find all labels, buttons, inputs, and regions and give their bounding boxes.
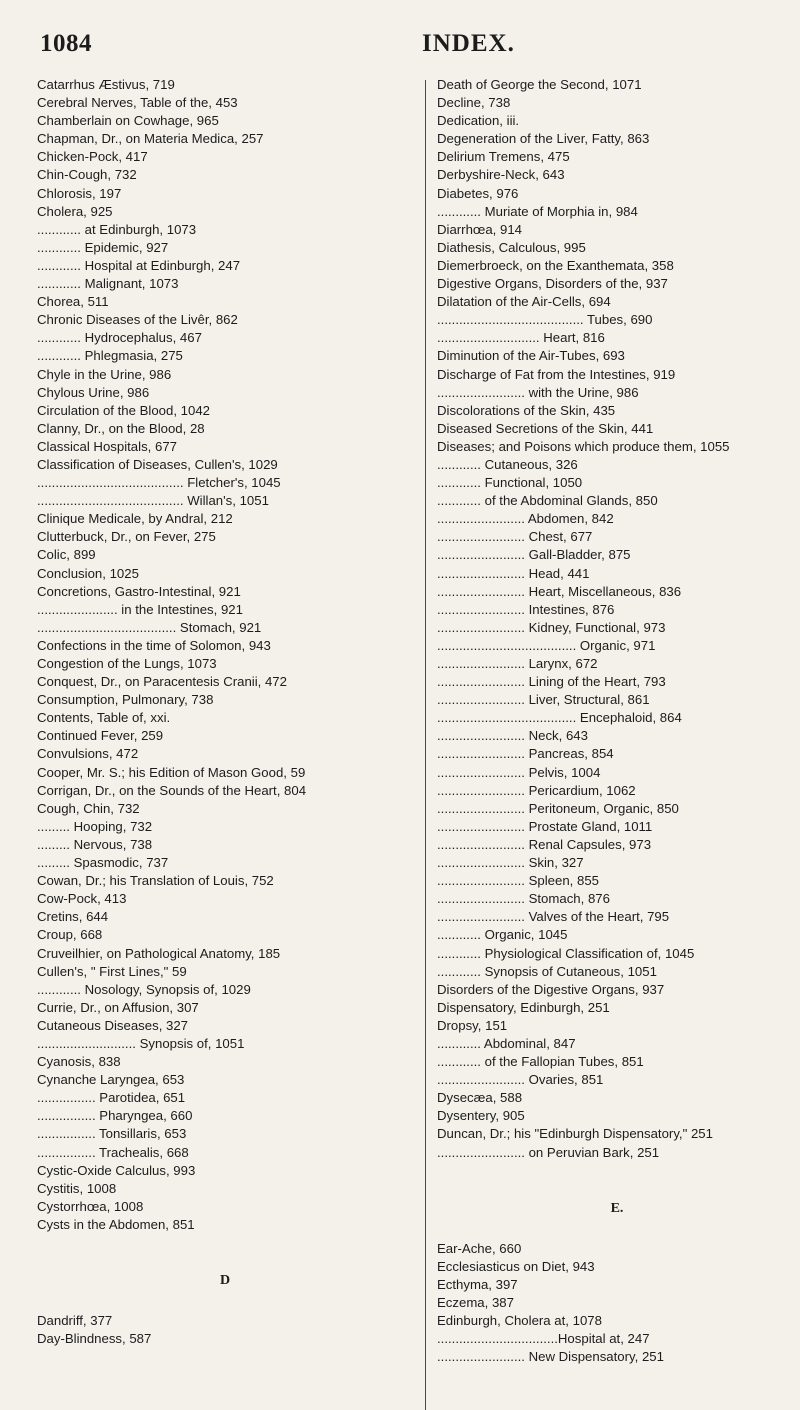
index-entry: Dysecæa, 588 [437, 1090, 523, 1106]
index-entry: ........................ Spleen, 855 [437, 873, 599, 889]
index-entry: ............ of the Fallopian Tubes, 851 [437, 1054, 644, 1070]
index-entry: Chlorosis, 197 [37, 185, 122, 201]
index-entry: ........................................ Fletcher's, 1045 [37, 475, 281, 491]
index-entry: ........................ Kidney, Functional, 973 [437, 619, 666, 635]
index-entry: Cooper, Mr. S.; his Edition of Mason Good, 59 [37, 764, 306, 780]
index-column-left [37, 76, 413, 1348]
index-entry: Ecthyma, 397 [437, 1276, 518, 1292]
section-letter-d: D [219, 1273, 231, 1288]
index-entry: ........................ Head, 441 [437, 565, 590, 581]
index-entry: Cynanche Laryngea, 653 [37, 1072, 185, 1088]
index-entry: ............ Synopsis of Cutaneous, 1051 [437, 963, 657, 979]
index-entry: ............ Epidemic, 927 [37, 239, 169, 255]
index-entry: Delirium Tremens, 475 [437, 149, 570, 165]
index-entry: Digestive Organs, Disorders of the, 937 [437, 276, 668, 292]
index-entry: ............ Functional, 1050 [437, 475, 583, 491]
index-entry: Continued Fever, 259 [37, 728, 164, 744]
index-entry: ......... Hooping, 732 [37, 818, 153, 834]
index-entry: Ecclesiasticus on Diet, 943 [437, 1258, 595, 1274]
index-entry: ............ Nosology, Synopsis of, 1029 [37, 981, 251, 997]
index-entry: Chapman, Dr., on Materia Medica, 257 [37, 131, 264, 147]
index-entry: Eczema, 387 [437, 1295, 514, 1310]
index-entry: Chicken-Pock, 417 [37, 149, 148, 165]
index-entry: Clanny, Dr., on the Blood, 28 [37, 420, 205, 436]
index-entry: Conclusion, 1025 [37, 565, 139, 581]
index-entry: ........................ Gall-Bladder, 875 [437, 547, 631, 563]
index-entry: ........................ Ovaries, 851 [437, 1072, 604, 1088]
index-entries-left-d [37, 1312, 413, 1348]
index-entry: Degeneration of the Liver, Fatty, 863 [437, 131, 650, 147]
index-entry: ............ of the Abdominal Glands, 850 [437, 493, 658, 509]
index-entry: Day-Blindness, 587 [37, 1331, 152, 1347]
index-entry: ........................ Pericardium, 1062 [437, 782, 636, 798]
index-entry: Chin-Cough, 732 [37, 167, 137, 183]
index-entry: Cough, Chin, 732 [37, 800, 140, 816]
index-entry: ........................ Larynx, 672 [437, 656, 598, 671]
index-entry: Chronic Diseases of the Livêr, 862 [37, 312, 238, 328]
index-entry: Duncan, Dr.; his "Edinburgh Dispensatory," 251 [437, 1126, 713, 1142]
index-entry: Derbyshire-Neck, 643 [437, 167, 565, 183]
index-entry: Discharge of Fat from the Intestines, 919 [437, 366, 676, 382]
index-entry: Cysts in the Abdomen, 851 [37, 1216, 195, 1232]
index-entry: Classification of Diseases, Cullen's, 1029 [37, 456, 278, 472]
index-entry: Diemerbroeck, on the Exanthemata, 358 [437, 257, 674, 273]
page-number: 1084 [40, 30, 92, 57]
index-entry: Corrigan, Dr., on the Sounds of the Heart, 804 [37, 782, 307, 798]
index-entry: Diathesis, Calculous, 995 [437, 239, 586, 255]
section-gap [37, 1234, 413, 1272]
index-entry: ......... Spasmodic, 737 [37, 855, 169, 871]
index-entry: ...................................... Encephaloid, 864 [437, 710, 682, 726]
index-entry: Chyle in the Urine, 986 [37, 366, 172, 382]
index-entry: Diseased Secretions of the Skin, 441 [437, 420, 654, 436]
index-entry: Chylous Urine, 986 [37, 384, 150, 400]
page-header [40, 30, 760, 66]
index-entry: Disorders of the Digestive Organs, 937 [437, 981, 665, 997]
index-entry: ................ Tonsillaris, 653 [37, 1126, 187, 1142]
index-entry: Classical Hospitals, 677 [37, 438, 177, 454]
index-entry: Ear-Ache, 660 [437, 1240, 522, 1256]
index-entry: Diabetes, 976 [437, 185, 519, 201]
index-entry: Concretions, Gastro-Intestinal, 921 [37, 583, 241, 599]
index-entry: Cystorrhœa, 1008 [37, 1198, 144, 1214]
index-entry: Confections in the time of Solomon, 943 [37, 637, 271, 653]
index-entry: ........................ Intestines, 876 [437, 601, 615, 617]
index-entry: Consumption, Pulmonary, 738 [37, 692, 214, 708]
index-entry: Cerebral Nerves, Table of the, 453 [37, 95, 238, 111]
index-entry: Chorea, 511 [37, 294, 109, 310]
index-entry: Edinburgh, Cholera at, 1078 [437, 1313, 602, 1329]
index-entry: Cystic-Oxide Calculus, 993 [37, 1162, 196, 1178]
column-divider [425, 80, 426, 1410]
index-entry: Cystitis, 1008 [37, 1180, 117, 1196]
index-entry: Dropsy, 151 [437, 1017, 508, 1033]
index-entry: ........................................ Tubes, 690 [437, 312, 653, 328]
index-entry: ...................................... Stomach, 921 [37, 619, 262, 635]
index-entry: ............ Abdominal, 847 [437, 1035, 576, 1051]
index-entry: ........................ Abdomen, 842 [437, 511, 614, 527]
index-entries-left [37, 76, 413, 1234]
index-entry: ............ Hospital at Edinburgh, 247 [37, 257, 241, 273]
section-gap [37, 1290, 413, 1312]
index-entry: ............ Phlegmasia, 275 [37, 348, 183, 364]
index-entry: ........................ New Dispensatory, 251 [437, 1349, 664, 1365]
index-entry: Dedication, iii. [437, 113, 520, 129]
index-entry: ............ Muriate of Morphia in, 984 [437, 203, 638, 219]
index-entry: Diminution of the Air-Tubes, 693 [437, 348, 625, 364]
index-entry: Discolorations of the Skin, 435 [437, 402, 616, 418]
index-entry: Diseases; and Poisons which produce them, 1055 [437, 438, 730, 454]
index-entry: Croup, 668 [37, 927, 103, 943]
index-entry: ........................ Lining of the Heart, 793 [437, 674, 666, 690]
index-entry: ...................................... Organic, 971 [437, 637, 656, 653]
index-entry: ............ Cutaneous, 326 [437, 456, 578, 472]
index-entry: ............................ Heart, 816 [437, 330, 605, 346]
index-entry: Decline, 738 [437, 95, 511, 111]
index-entry: ........................ on Peruvian Bark, 251 [437, 1144, 660, 1160]
index-entry: Colic, 899 [37, 547, 96, 563]
index-entry: Death of George the Second, 1071 [437, 77, 642, 92]
index-entry: ........................ with the Urine, 986 [437, 384, 639, 400]
index-entry: Clutterbuck, Dr., on Fever, 275 [37, 529, 216, 545]
index-entry: ................ Parotidea, 651 [37, 1090, 186, 1106]
index-entry: ................ Trachealis, 668 [37, 1144, 189, 1160]
index-entry: Chamberlain on Cowhage, 965 [37, 113, 219, 129]
index-entry: Cowan, Dr.; his Translation of Louis, 752 [37, 873, 274, 889]
index-entry: ............ Malignant, 1073 [37, 276, 179, 292]
index-entry: Dispensatory, Edinburgh, 251 [437, 999, 610, 1015]
index-entry: Cutaneous Diseases, 327 [37, 1017, 189, 1033]
index-entry: ........................................ Willan's, 1051 [37, 493, 269, 509]
index-entry: Clinique Medicale, by Andral, 212 [37, 511, 233, 527]
index-column-right [437, 76, 797, 1366]
index-entry: ........................ Skin, 327 [437, 855, 584, 871]
index-entry: Cretins, 644 [37, 909, 109, 925]
section-gap [437, 1218, 797, 1240]
index-entry: ........................ Chest, 677 [437, 529, 593, 545]
index-entry: Congestion of the Lungs, 1073 [37, 656, 217, 671]
index-entry: ........................ Pelvis, 1004 [437, 764, 601, 780]
index-entry: ........................ Pancreas, 854 [437, 746, 614, 762]
index-entry: ........................ Renal Capsules, 973 [437, 836, 652, 852]
index-entry: Dandriff, 377 [37, 1313, 113, 1329]
index-entry: ........................ Peritoneum, Organic, 850 [437, 800, 679, 816]
index-entry: ............ Organic, 1045 [437, 927, 568, 943]
index-entry: ...................... in the Intestines, 921 [37, 601, 243, 617]
index-entry: ............ at Edinburgh, 1073 [37, 221, 197, 237]
index-entry: Cow-Pock, 413 [37, 891, 127, 907]
section-gap [437, 1162, 797, 1200]
index-entry: ........................ Heart, Miscellaneous, 836 [437, 583, 682, 599]
index-entry: Currie, Dr., on Affusion, 307 [37, 999, 199, 1015]
index-entry: ......... Nervous, 738 [37, 836, 153, 852]
index-entry: Diarrhœa, 914 [437, 221, 523, 237]
section-letter-e: E. [610, 1200, 624, 1216]
index-entry: Cruveilhier, on Pathological Anatomy, 185 [37, 945, 281, 961]
index-entry: Conquest, Dr., on Paracentesis Cranii, 472 [37, 674, 287, 690]
index-entry: ................ Pharyngea, 660 [37, 1108, 193, 1124]
index-entry: Contents, Table of, xxi. [37, 710, 171, 726]
index-entry: Dysentery, 905 [437, 1108, 525, 1124]
index-entry: ........................ Valves of the Heart, 795 [437, 909, 670, 925]
index-entry: ........................ Stomach, 876 [437, 891, 610, 907]
index-entry: Circulation of the Blood, 1042 [37, 402, 211, 418]
index-entry: ........................ Liver, Structural, 861 [437, 692, 650, 708]
index-entry: Cullen's, " First Lines," 59 [37, 963, 187, 979]
running-title: INDEX. [422, 30, 515, 57]
index-entry: ............ Physiological Classification of, 1045 [437, 945, 695, 961]
index-entry: ........................ Neck, 643 [437, 728, 588, 744]
index-entries-right-e [437, 1240, 797, 1367]
index-entry: Catarrhus Æstivus, 719 [37, 77, 175, 92]
index-entry: ............ Hydrocephalus, 467 [37, 330, 202, 346]
index-entry: ........................ Prostate Gland, 1011 [437, 818, 653, 834]
index-entry: ........................... Synopsis of, 1051 [37, 1035, 245, 1051]
index-entry: Convulsions, 472 [37, 746, 139, 762]
index-entries-right [437, 76, 797, 1162]
index-entry: Dilatation of the Air-Cells, 694 [437, 294, 611, 310]
index-entry: Cyanosis, 838 [37, 1054, 121, 1070]
index-entry: Cholera, 925 [37, 203, 113, 219]
index-entry: .................................Hospital at, 247 [437, 1331, 650, 1347]
